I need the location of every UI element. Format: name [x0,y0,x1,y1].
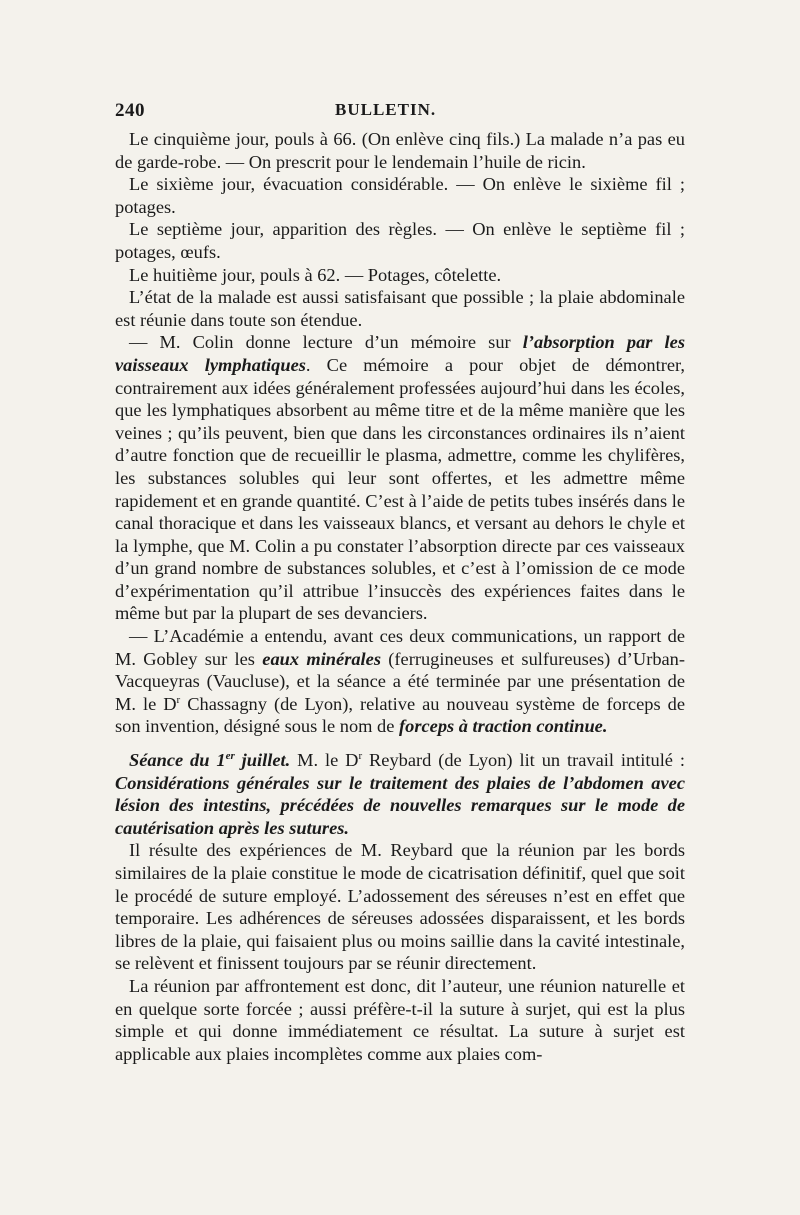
italic-title: l’absorption par les vaisseaux lymphatiques [115,332,685,375]
text-run: — M. Colin donne lecture d’un mémoire sur [129,332,523,353]
superscript: r [176,693,181,706]
text-run: Reybard (de Lyon) lit un travail intitulé : [362,750,685,771]
paragraph-day-7: Le septième jour, apparition des règles. — On enlève le septième fil ; potages, œufs. [115,219,685,262]
body-text [115,128,685,1065]
running-title: BULLETIN. [335,100,437,119]
italic-term: eaux minérales [262,648,381,669]
paragraph-day-5: Le cinquième jour, pouls à 66. (On enlève cinq fils.) La malade n’a pas eu de garde-robe. — On prescrit pour le lendemain l’huile de ricin. [115,129,685,172]
superscript: er [225,749,235,762]
paragraph-patient-state: L’état de la malade est aussi satisfaisant que possible ; la plaie abdominale est réunie dans toute son étendue. [115,287,685,330]
italic-term: forceps à traction continue. [399,716,608,737]
paragraph-day-8: Le huitième jour, pouls à 62. — Potages, côtelette. [129,264,502,285]
paragraph-day-6: Le sixième jour, évacuation considérable. — On enlève le sixième fil ; potages. [115,174,685,217]
superscript: r [358,749,363,762]
paragraph-reunion: La réunion par affrontement est donc, dit l’auteur, une réunion naturelle et en quelque sorte forcée ; aussi préfère-t-il la suture à surjet, qui est la plus simple et qui donne immédiatement ce résultat. La suture à surjet est applicable aux plaies incomplètes comme aux plaies com- [115,975,685,1064]
italic-title: Considérations générales sur le traitement des plaies de l’abdomen avec lésion des intestins, précédées de nouvelles remarques sur le mode de cautérisation après les sutures. [115,772,685,838]
text-run: Chassagny (de Lyon), relative au nouveau système de forceps de son invention, désigné sous le nom de [115,693,685,737]
paragraph-seance-juillet [115,749,685,839]
text-run: (ferrugineuses et sulfureuses) d’Urban-Vacqueyras (Vaucluse), et la séance a été terminée par une présentation de M. le D [115,648,685,714]
text-run: — L’Académie a entendu, avant ces deux communications, un rapport de M. Gobley sur les [115,626,685,669]
running-header [115,100,685,126]
paragraph-colin-memoir [115,331,685,625]
text-run: M. le D [290,750,359,771]
session-date: Séance du 1 [129,750,226,771]
page-number: 240 [115,100,145,121]
session-date: juillet. [234,750,291,771]
paragraph-reybard-results: Il résulte des expériences de M. Reybard que la réunion par les bords similaires de la plaie constitue le mode de cicatrisation définitif, quel que soit le procédé de suture employé. L’adossement des séreuses n’est en effet que temporaire. Les adhérences de séreuses adossées disparaissent, et les bords libres de la plaie, qui faisaient plus ou moins saillie dans la cavité intestinale, se relèvent et finissent toujours par se réunir directement. [115,840,685,974]
paragraph-academie [115,625,685,738]
text-run: . Ce mémoire a pour objet de démontrer, contrairement aux idées généralement professées aujourd’hui dans les écoles, que les lymphatiques absorbent au même titre et de la même manière que les veines ; qu’ils peuvent, bien que dans les circonstances ordinaires ils n’aient d’autre fonction que de recueillir le plasma, admettre, comme les chylifères, les substances solubles qui leur sont offertes, et les admettre même rapidement et en grande quantité. C’est à l’aide de petits tubes insérés dans le canal thoracique et dans les vaisseaux blancs, et versant au dehors le chyle et la lymphe, que M. Colin a pu constater l’absorption directe par ces vaisseaux d’un grand nombre de substances solubles, et c’est à l’omission de ce mode d’expérimentation qu’il attribue l’insuccès des expériences faites dans le même but par la plupart de ses devanciers. [115,354,685,624]
